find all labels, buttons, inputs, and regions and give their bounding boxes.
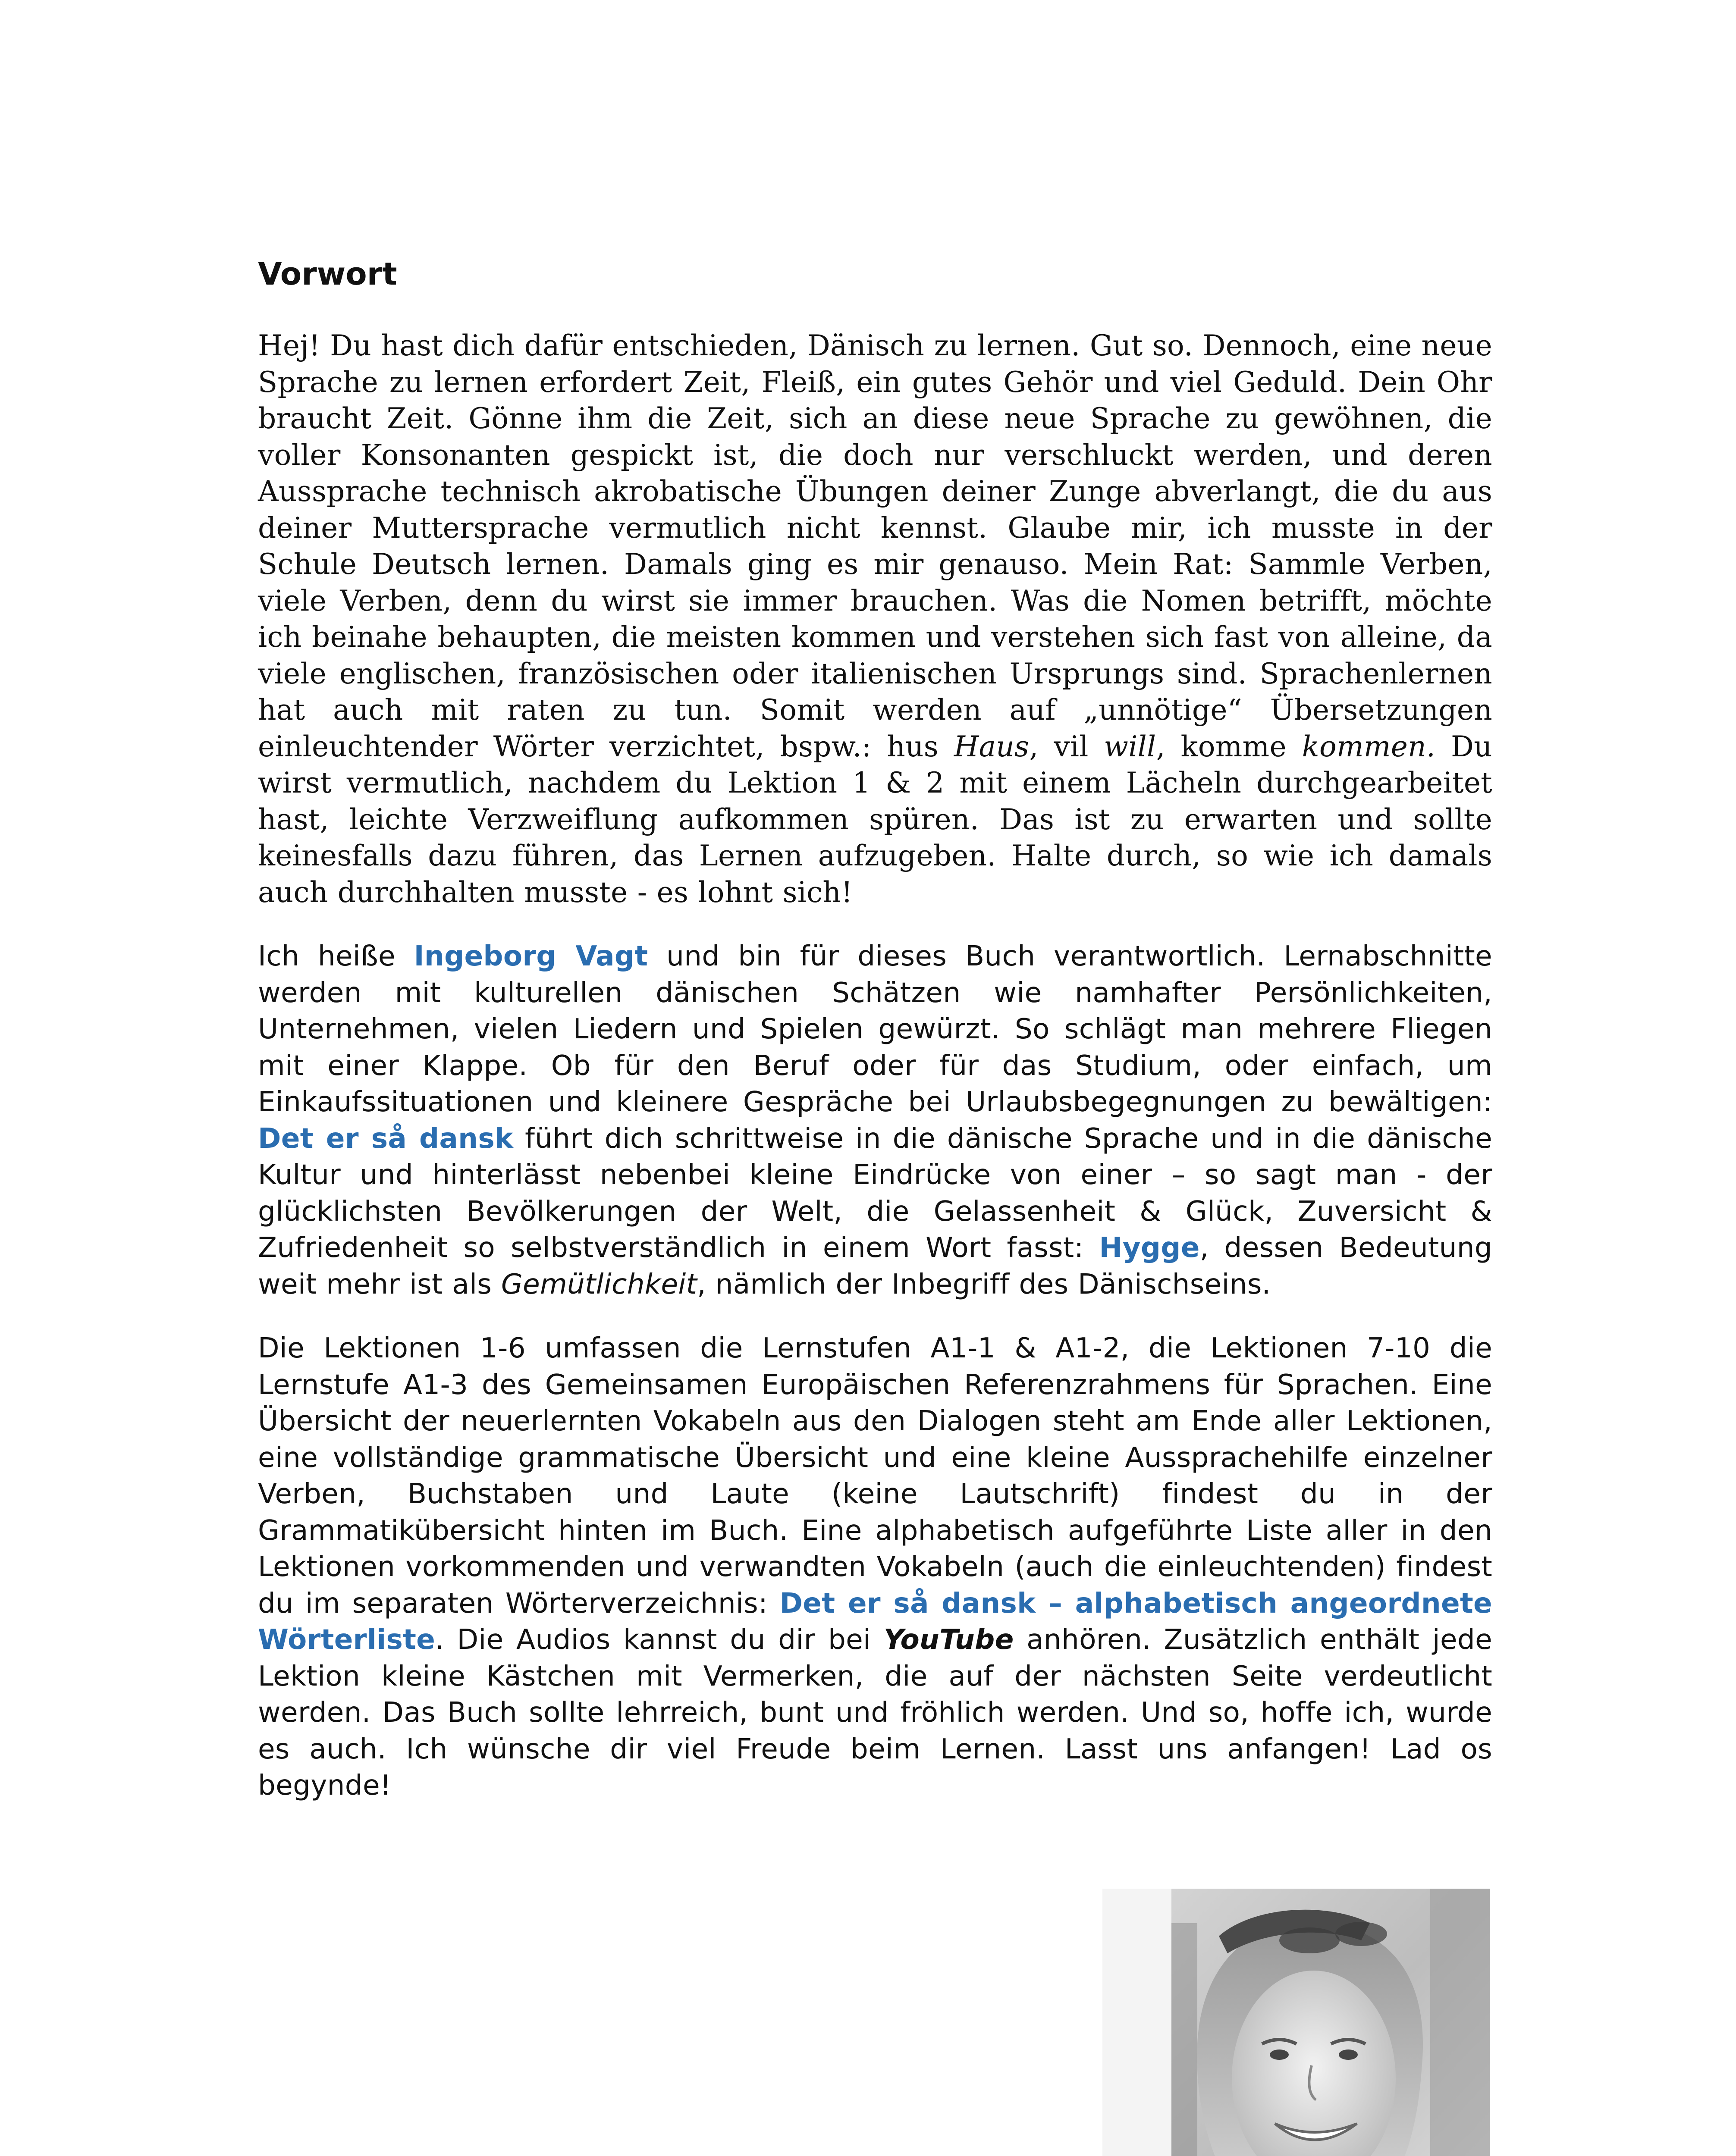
book-title: Det er så dansk: [258, 1122, 514, 1155]
body-text: [258, 328, 1492, 1832]
example-will: will: [1104, 730, 1156, 763]
gemuetlichkeit-term: Gemütlichkeit: [501, 1268, 697, 1300]
lessons-text-2: . Die Audios kannst du dir bei: [435, 1623, 884, 1656]
intro-text-1: Hej! Du hast dich dafür entschieden, Dänisch zu lernen. Gut so. Dennoch, eine neue Sprache zu lernen erfordert Zeit, Fleiß, ein gutes Gehör und viel Geduld. Dein Ohr braucht Zeit. Gönne ihm die Zeit, sich an diese neue Sprache zu gewöhnen, die voller Konsonanten gespickt ist, die doch nur verschluckt werden, und deren Aussprache technisch akrobatische Übungen deiner Zunge abverlangt, die du aus deiner Muttersprache vermutlich nicht kennst. Glaube mir, ich musste in der Schule Deutsch lernen. Damals ging es mir genauso. Mein Rat: Sammle Verben, viele Verben, denn du wirst sie immer brauchen. Was die Nomen betrifft, möchte ich beinahe behaupten, die meisten kommen und verstehen sich fast von alleine, da viele englischen, französischen oder italienischen Ursprungs sind. Sprachenlernen hat auch mit raten zu tun. Somit werden auf „unnötige“ Übersetzungen einleuchtender Wörter verzichtet, bspw.: hus: [258, 329, 1492, 763]
author-text-4: , dessen Bedeutung weit mehr ist als: [258, 1232, 1492, 1300]
page-title: Vorwort: [258, 256, 397, 292]
author-name: Ingeborg Vagt: [414, 940, 648, 972]
wordlist-title: Det er så dansk – alphabetisch angeordnete Wörterliste: [258, 1587, 1492, 1656]
author-text-5: , nämlich der Inbegriff des Dänischseins.: [697, 1268, 1271, 1300]
author-photo: [1102, 1889, 1490, 2156]
paragraph-author: [258, 938, 1492, 1303]
example-kommen: kommen.: [1302, 730, 1436, 763]
author-text-1: Ich heiße: [258, 940, 414, 972]
author-text-3: führt dich schrittweise in die dänische Sprache und in die dänische Kultur und hinterlässt nebenbei kleine Eindrücke von einer – so sagt man - der glücklichsten Bevölkerungen der Welt, die Gelassenheit & Glück, Zuversicht & Zufriedenheit so selbstverständlich in einem Wort fasst:: [258, 1122, 1493, 1264]
example-haus: Haus: [954, 730, 1030, 763]
intro-text-4: Du wirst vermutlich, nachdem du Lektion 1 & 2 mit einem Lächeln durchgearbeitet hast, leichte Verzweiflung aufkommen spüren. Das ist zu erwarten und sollte keinesfalls dazu führen, das Lernen aufzugeben. Halte durch, so wie ich damals auch durchhalten musste - es lohnt sich!: [258, 730, 1492, 909]
intro-text-3: , komme: [1156, 730, 1302, 763]
youtube-term: YouTube: [883, 1623, 1014, 1656]
hygge-term: Hygge: [1099, 1232, 1200, 1264]
lessons-text-3: anhören. Zusätzlich enthält jede Lektion kleine Kästchen mit Vermerken, die auf der nächsten Seite verdeutlicht werden. Das Buch sollte lehrreich, bunt und fröhlich werden. Und so, hoffe ich, wurde es auch. Ich wünsche dir viel Freude beim Lernen. Lasst uns anfangen! Lad os begynde!: [258, 1623, 1492, 1802]
paragraph-lessons: [258, 1330, 1492, 1804]
lessons-text-1: Die Lektionen 1-6 umfassen die Lernstufen A1-1 & A1-2, die Lektionen 7-10 die Lernstufe A1-3 des Gemeinsamen Europäischen Referenzrahmens für Sprachen. Eine Übersicht der neuerlernten Vokabeln aus den Dialogen steht am Ende aller Lektionen, eine vollständige grammatische Übersicht und eine kleine Aussprachehilfe einzelner Verben, Buchstaben und Laute (keine Lautschrift) findest du in der Grammatikübersicht hinten im Buch. Eine alphabetisch aufgeführte Liste aller in den Lektionen vorkommenden und verwandten Vokabeln (auch die einleuchtenden) findest du im separaten Wörterverzeichnis:: [258, 1332, 1492, 1620]
author-text-2: und bin für dieses Buch verantwortlich. Lernabschnitte werden mit kulturellen dänischen Schätzen wie namhafter Persönlichkeiten, Unternehmen, vielen Liedern und Spielen gewürzt. So schlägt man mehrere Fliegen mit einer Klappe. Ob für den Beruf oder für das Studium, oder einfach, um Einkaufssituationen und kleinere Gespräche bei Urlaubsbegegnungen zu bewältigen:: [258, 940, 1492, 1118]
paragraph-intro: [258, 328, 1492, 911]
intro-text-2: , vil: [1029, 730, 1104, 763]
